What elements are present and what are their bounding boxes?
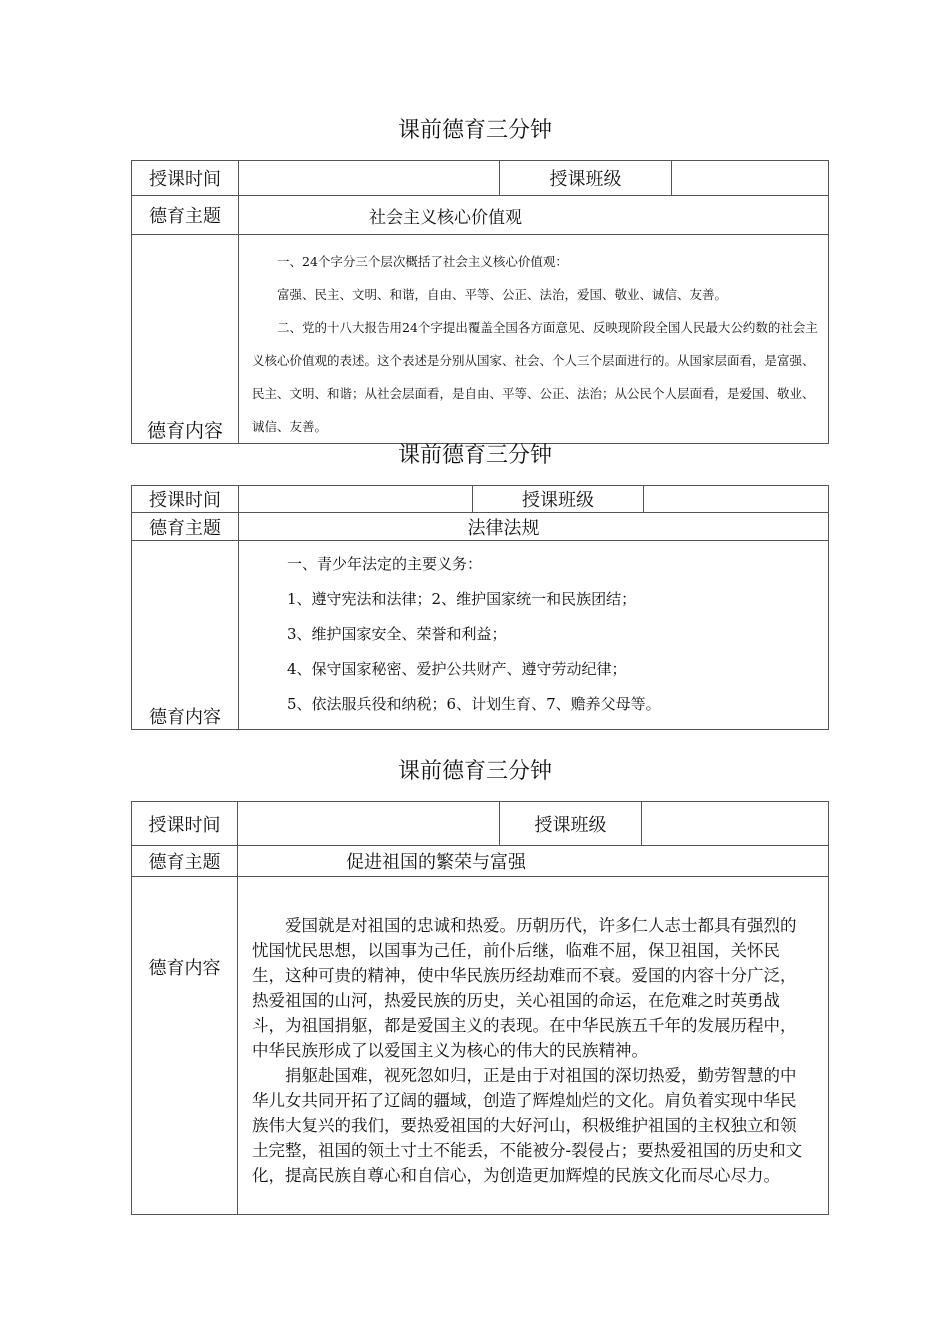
section-3-title: 课前德育三分钟 [397,759,552,784]
content-body [239,235,829,444]
time-value-cell[interactable] [238,802,500,846]
time-value-cell[interactable] [239,161,500,196]
section-1-table [131,160,829,444]
topic-label: 德育主题 [132,196,239,235]
section-3-table [131,801,829,1215]
class-value-cell[interactable] [672,161,829,196]
time-label: 授课时间 [132,802,238,846]
section-2-title: 课前德育三分钟 [397,443,552,468]
content-paragraph: 二、党的十八大报告用24个字提出覆盖全国各方面意见、反映现阶段全国人民最大公约数的社会主义核心价值观的表述。这个表述是分别从国家、社会、个人三个层面进行的。从国家层面看，是富强、民主、文明、和谐；从社会层面看，是自由、平等、公正、法治；从公民个人层面看，是爱国、敬业、诚信、友善。 [252,320,818,434]
content-paragraph: 富强、民主、文明、和谐，自由、平等、公正、法治，爱国、敬业、诚信、友善。 [277,287,728,302]
section-1-title: 课前德育三分钟 [397,118,552,143]
content-body [239,541,829,730]
topic-label: 德育主题 [132,513,239,541]
content-label-text: 德育内容 [149,707,221,728]
content-label [132,235,239,444]
time-label: 授课时间 [132,486,239,513]
content-label-text: 德育内容 [148,958,221,979]
time-value-cell[interactable] [239,486,473,513]
content-label-text: 德育内容 [146,420,223,442]
content-paragraph: 3、维护国家安全、荣誉和利益； [287,625,507,643]
time-label: 授课时间 [132,161,239,196]
class-value-cell[interactable] [644,486,829,513]
topic-label: 德育主题 [132,846,238,877]
content-paragraph: 4、保守国家秘密、爱护公共财产、遵守劳动纪律； [287,660,627,678]
content-paragraph: 捐躯赴国难，视死忽如归，正是由于对祖国的深切热爱，勤劳智慧的中华儿女共同开拓了辽阔的疆域，创造了辉煌灿烂的文化。肩负着实现中华民族伟大复兴的我们，要热爱祖国的大好河山，积极维护祖国的主权独立和领土完整，祖国的领土寸土不能丢，不能被分-裂侵占；要热爱祖国的历史和文化，提高民族自尊心和自信心，为创造更加辉煌的民族文化而尽心尽力。 [252,1066,803,1185]
class-label: 授课班级 [473,486,644,513]
topic-value: 法律法规 [239,513,829,541]
content-paragraph: 一、24个字分三个层次概括了社会主义核心价值观： [277,254,568,269]
content-paragraph: 5、依法服兵役和纳税；6、计划生育、7、赡养父母等。 [287,695,661,713]
class-value-cell[interactable] [642,802,829,846]
class-label: 授课班级 [500,802,642,846]
section-2-table [131,485,829,730]
class-label: 授课班级 [500,161,672,196]
content-label [132,877,238,1215]
content-paragraph: 爱国就是对祖国的忠诚和热爱。历朝历代，许多仁人志士都具有强烈的忧国忧民思想，以国事为己任，前仆后继，临难不屈，保卫祖国，关怀民生，这种可贵的精神，使中华民族历经劫难而不衰。爱国的内容十分广泛，热爱祖国的山河，热爱民族的历史，关心祖国的命运，在危难之时英勇战斗，为祖国捐躯，都是爱国主义的表现。在中华民族五千年的发展历程中，中华民族形成了以爱国主义为核心的伟大的民族精神。 [252,916,797,1060]
content-paragraph: 1、遵守宪法和法律；2、维护国家统一和民族团结； [287,590,637,608]
topic-value: 促进祖国的繁荣与富强 [238,846,829,877]
content-body [238,877,829,1215]
topic-value: 社会主义核心价值观 [239,196,829,235]
content-paragraph: 一、青少年法定的主要义务： [287,555,483,573]
content-label [132,541,239,730]
